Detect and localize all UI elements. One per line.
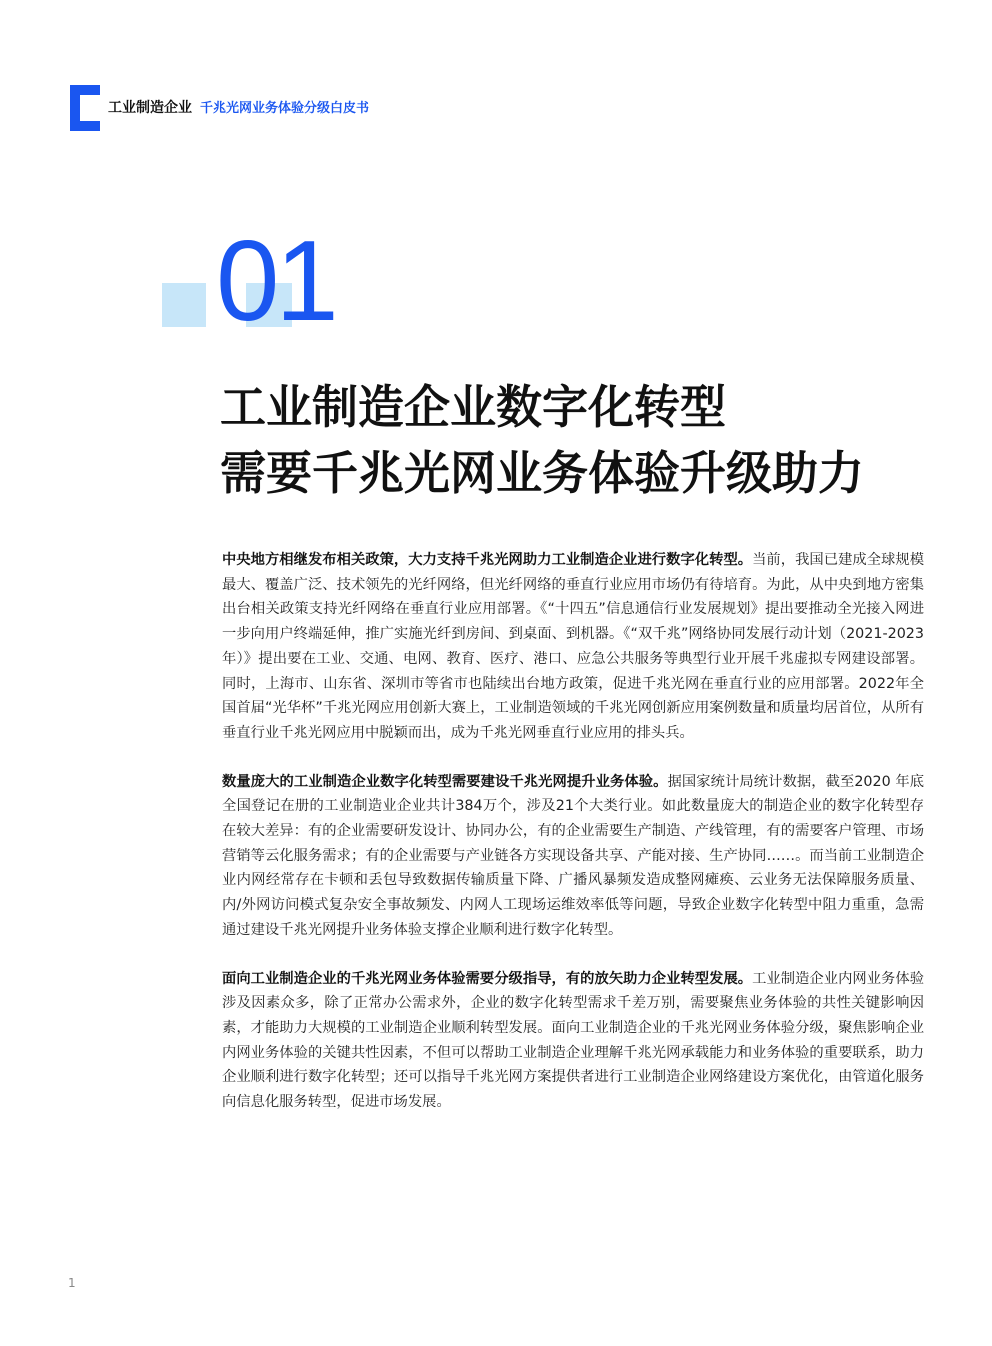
page-number: 1	[68, 1276, 76, 1290]
paragraph-1	[222, 548, 924, 746]
paragraph-2	[222, 770, 924, 943]
paragraph-2-lead: 数量庞大的工业制造企业数字化转型需要建设千兆光网提升业务体验。	[222, 773, 668, 790]
header-bracket-icon	[70, 85, 100, 131]
chapter-title-line1: 工业制造企业数字化转型	[220, 380, 726, 434]
paragraph-1-text: 当前，我国已建成全球规模最大、覆盖广泛、技术领先的光纤网络，但光纤网络的垂直行业应用市场仍有待培育。为此，从中央到地方密集出台相关政策支持光纤网络在垂直行业应用部署。《“十四五”信息通信行业发展规划》提出要推动全光接入网进一步向用户终端延伸，推广实施光纤到房间、到桌面、到机器。《“双千兆”网络协同发展行动计划（2021-2023年）》提出要在工业、交通、电网、教育、医疗、港口、应急公共服务等典型行业开展千兆虚拟专网建设部署。同时，上海市、山东省、深圳市等省市也陆续出台地方政策，促进千兆光网在垂直行业的应用部署。2022年全国首届“光华杯”千兆光网应用创新大赛上，工业制造领域的千兆光网创新应用案例数量和质量均居首位，从所有垂直行业千兆光网应用中脱颖而出，成为千兆光网垂直行业应用的排头兵。	[222, 552, 925, 741]
paragraph-2-text: 据国家统计局统计数据，截至2020 年底全国登记在册的工业制造业企业共计384万个，涉及21个大类行业。如此数量庞大的制造企业的数字化转型存在较大差异：有的企业需要研发设计、协同办公，有的企业需要生产制造、产线管理，有的需要客户管理、市场营销等云化服务需求；有的企业需要与产业链各方实现设备共享、产能对接、生产协同……。而当前工业制造企业内网经常存在卡顿和丢包导致数据传输质量下降、广播风暴频发造成整网瘫痪、云业务无法保障服务质量、内/外网访问模式复杂安全事故频发、内网人工现场运维效率低等问题，导致企业数字化转型中阻力重重，急需通过建设千兆光网提升业务体验支撑企业顺利进行数字化转型。	[222, 773, 924, 938]
chapter-number: 01	[216, 218, 335, 345]
chapter-title	[220, 374, 940, 506]
decor-square-left	[162, 283, 206, 327]
header-section: 工业制造企业	[108, 100, 192, 116]
body-text	[222, 548, 924, 1139]
paragraph-3-lead: 面向工业制造企业的千兆光网业务体验需要分级指导，有的放矢助力企业转型发展。	[222, 970, 753, 987]
paragraph-1-lead: 中央地方相继发布相关政策，大力支持千兆光网助力工业制造企业进行数字化转型。	[222, 552, 753, 568]
paragraph-3-text: 工业制造企业内网业务体验涉及因素众多，除了正常办公需求外，企业的数字化转型需求千差万别，需要聚焦业务体验的共性关键影响因素，才能助力大规模的工业制造企业顺利转型发展。面向工业制造企业的千兆光网业务体验分级，聚焦影响企业内网业务体验的关键共性因素，不但可以帮助工业制造企业理解千兆光网承载能力和业务体验的重要联系，助力企业顺利进行数字化转型；还可以指导千兆光网方案提供者进行工业制造企业网络建设方案优化，由管道化服务向信息化服务转型，促进市场发展。	[222, 970, 925, 1111]
chapter-title-line2: 需要千兆光网业务体验升级助力	[220, 446, 864, 500]
paragraph-3	[222, 967, 924, 1115]
running-header	[108, 98, 369, 119]
header-doc-title: 千兆光网业务体验分级白皮书	[200, 101, 370, 116]
